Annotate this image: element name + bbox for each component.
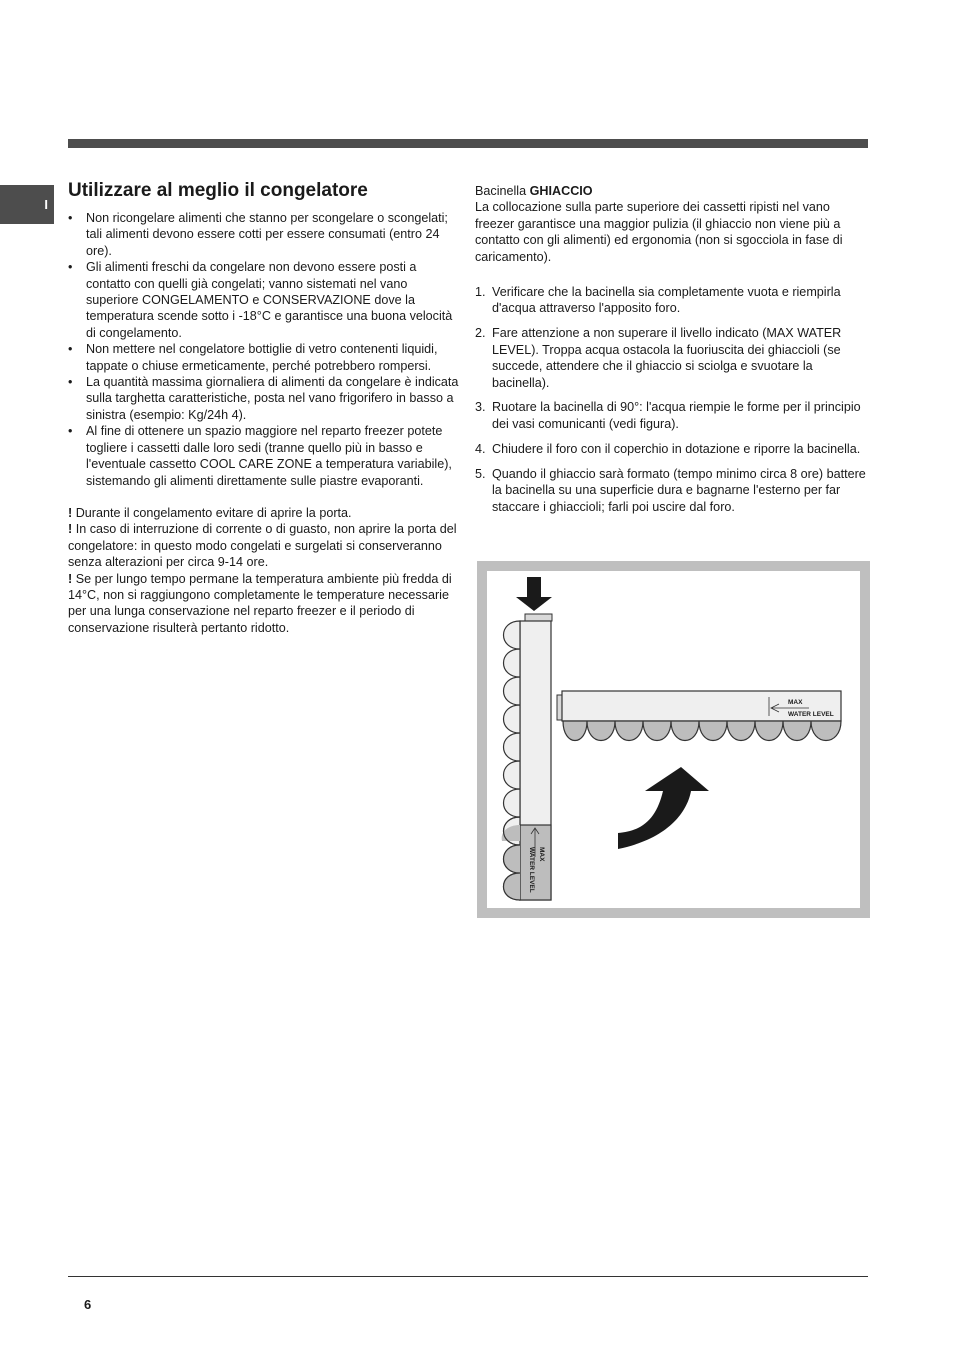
max-label-vertical: MAX (538, 847, 545, 862)
warning-mark: ! (68, 505, 73, 520)
language-tab-label: I (44, 197, 48, 212)
ice-tray-illustration (487, 571, 860, 908)
ice-heading-bold: GHIACCIO (529, 184, 593, 198)
step-text: Chiudere il foro con il coperchio in dotazione e riporre la bacinella. (492, 441, 861, 456)
warning-note (68, 521, 460, 570)
figure-canvas (487, 571, 860, 908)
top-header-bar (68, 139, 868, 148)
tips-list (68, 210, 460, 489)
step-number: 4. (475, 441, 486, 456)
step-text: Quando il ghiaccio sarà formato (tempo minimo circa 8 ore) battere la bacinella su una superficie dura e bagnarne l'esterno per far staccare i ghiaccioli; farli poi uscire dal foro. (492, 466, 866, 514)
step-text: Verificare che la bacinella sia completamente vuota e riempirla d'acqua attraverso l'apposito foro. (492, 285, 841, 316)
footer-rule (68, 1276, 868, 1277)
ice-heading-prefix: Bacinella (475, 184, 527, 198)
list-item: • Non ricongelare alimenti che stanno per scongelare o scongelati; tali alimenti devono essere cotti per essere consumati (entro 24 ore). (68, 210, 460, 259)
warning-note-text: Se per lungo tempo permane la temperatura ambiente più fredda di 14°C, non si raggiungono completamente le temperature necessarie per una lunga conservazione nel reparto freezer e il periodo di conservazione risulterà pertanto ridotto. (68, 571, 452, 635)
warning-mark: ! (68, 522, 73, 537)
warning-notes (68, 505, 460, 636)
list-item: • La quantità massima giornaliera di alimenti da congelare è indicata sulla targhetta caratteristiche, posta nel vano frigorifero in basso a sinistra (esempio: Kg/24h 4). (68, 374, 460, 423)
step-number: 5. (475, 466, 486, 481)
list-item (475, 441, 870, 457)
list-item (475, 284, 870, 317)
step-number: 3. (475, 400, 486, 415)
step-text: Fare attenzione a non superare il livello indicato (MAX WATER LEVEL). Troppa acqua ostacola la fuoriuscita dei ghiaccioli (se succede, attendere che il ghiaccio si sciolga e svuotare la bacinella). (492, 326, 842, 390)
list-item: • Al fine di ottenere un spazio maggiore nel reparto freezer potete togliere i cassetti dalle loro sedi (tranne quello più in basso e l'eventuale cassetto COOL CARE ZONE a temperatura variabile), sistemando gli alimenti direttamente sulle piastre evaporanti. (68, 423, 460, 489)
step-number: 2. (475, 326, 486, 341)
warning-note (68, 571, 460, 637)
warning-note-text: Durante il congelamento evitare di aprire la porta. (75, 505, 352, 520)
list-item (475, 325, 870, 391)
warning-note (68, 505, 460, 521)
left-column (68, 210, 460, 636)
step-number: 1. (475, 285, 486, 300)
list-item (475, 399, 870, 432)
ice-steps-list (475, 284, 870, 515)
warning-mark: ! (68, 571, 73, 586)
list-item: • Non mettere nel congelatore bottiglie di vetro contenenti liquidi, tappate o chiuse ermeticamente, perché potrebbero rompersi. (68, 341, 460, 374)
ice-tray-figure (477, 561, 870, 918)
down-arrow-icon (516, 577, 552, 611)
right-column (475, 183, 870, 523)
vertical-tray-icon (502, 614, 552, 900)
list-item (475, 466, 870, 515)
horizontal-tray-icon (557, 691, 841, 741)
water-level-label-horizontal: WATER LEVEL (788, 711, 834, 718)
water-level-label-vertical: WATER LEVEL (528, 847, 535, 893)
warning-note-text: In caso di interruzione di corrente o di guasto, non aprire la porta del congelatore: in questo modo congelati e surgelati si conserveranno senza alterazioni per circa 9-14 ore. (68, 522, 457, 570)
max-label-horizontal: MAX (788, 699, 803, 706)
rotate-arrow-icon (618, 767, 709, 849)
ice-tray-heading (475, 183, 870, 199)
list-item: • Gli alimenti freschi da congelare non devono essere posti a contatto con quelli già congelati; vanno sistemati nel vano superiore CONGELAMENTO e CONSERVAZIONE dove la temperatura scende sotto i -18°C e garantisce una buona velocità di congelamento. (68, 259, 460, 341)
ice-tray-intro: La collocazione sulla parte superiore dei cassetti ripisti nel vano freezer garantisce una maggior pulizia (il ghiaccio non viene più a contatto con gli alimenti) ed ergonomia (non si sgocciola in fase di caricamento). (475, 200, 843, 264)
step-text: Ruotare la bacinella di 90°: l'acqua riempie le forme per il principio dei vasi comunicanti (vedi figura). (492, 400, 861, 431)
page-number: 6 (84, 1297, 92, 1312)
language-tab (0, 185, 54, 224)
section-title: Utilizzare al meglio il congelatore (68, 180, 368, 201)
